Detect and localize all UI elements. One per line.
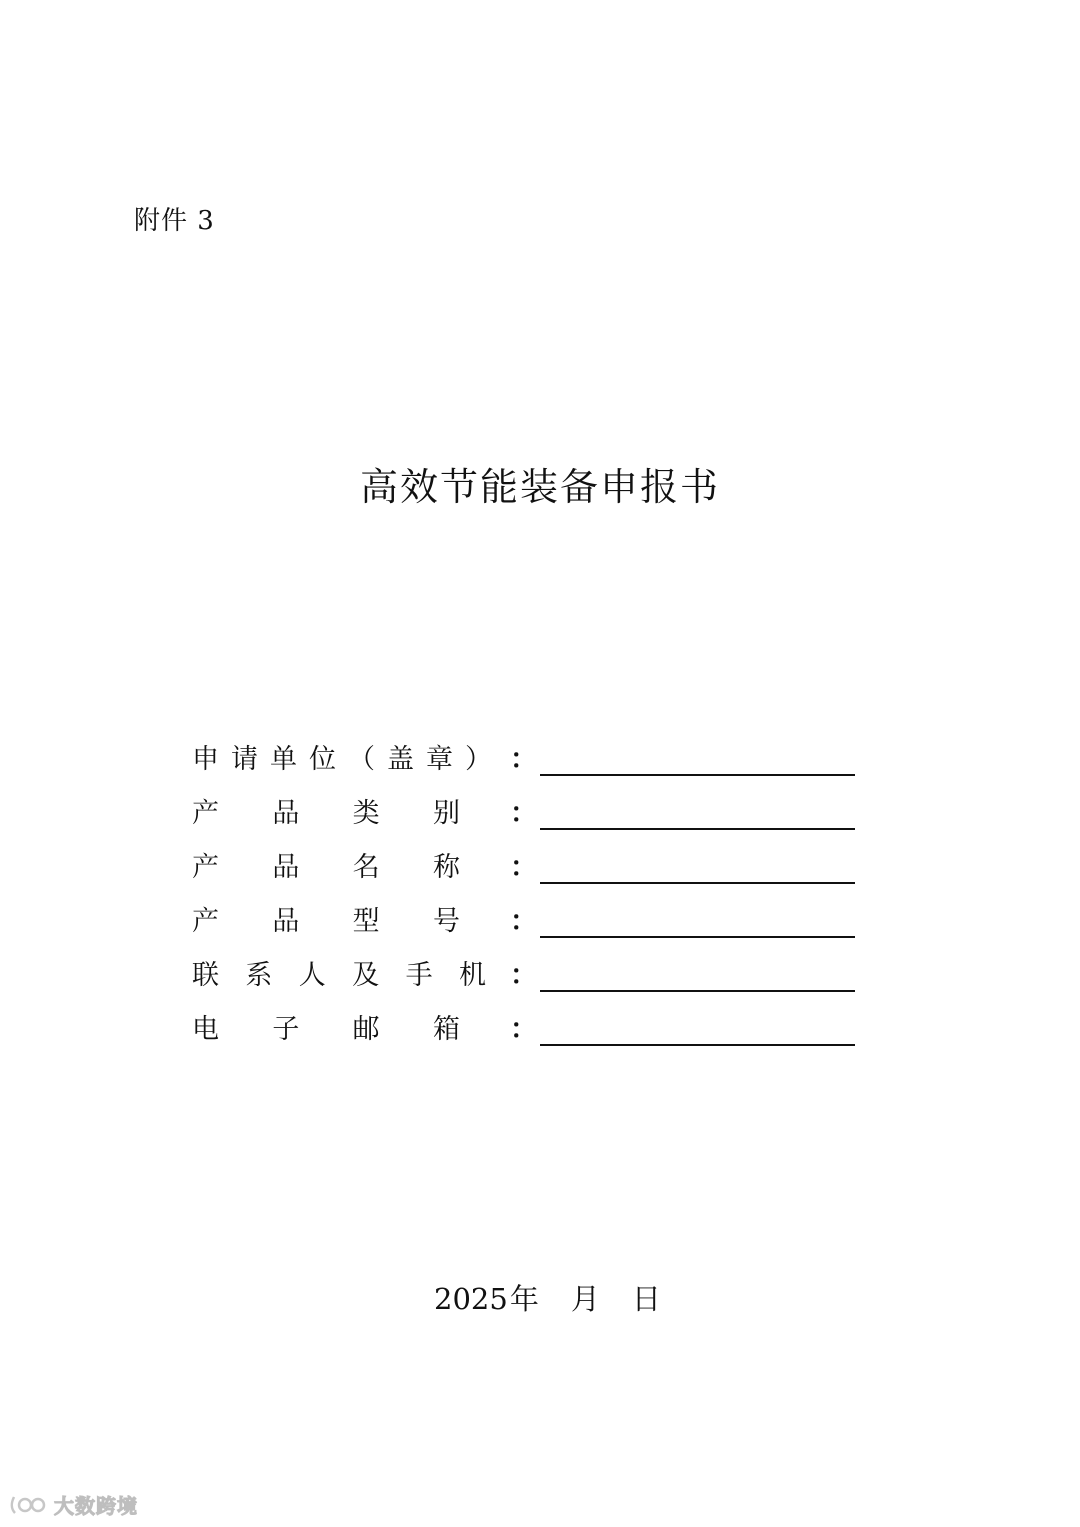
field-label-applicant: [192, 740, 492, 780]
document-title: 高效节能装备申报书: [359, 465, 720, 509]
field-colon: ：: [510, 852, 537, 883]
label-char: 品: [272, 798, 300, 829]
form-row-contact: [192, 954, 862, 1008]
label-char: 类: [352, 798, 380, 829]
field-label-contact: [192, 956, 486, 996]
label-char: 单: [270, 744, 297, 775]
label-char: 手: [405, 960, 433, 991]
field-colon: ：: [510, 906, 537, 937]
form-row-applicant: [192, 738, 862, 792]
label-char: 子: [272, 1014, 300, 1045]
label-char: （: [348, 744, 375, 775]
label-char: 系: [245, 960, 273, 991]
label-char: 人: [298, 960, 326, 991]
label-char: 产: [192, 798, 219, 829]
date-year-unit: 年: [509, 1282, 539, 1316]
label-char: ）: [465, 744, 492, 775]
date-line: [434, 1280, 661, 1318]
label-char: 申: [192, 744, 219, 775]
email-fill-line[interactable]: [540, 1044, 855, 1046]
model-fill-line[interactable]: [540, 936, 855, 938]
label-char: 号: [432, 906, 460, 937]
label-char: 邮: [352, 1014, 380, 1045]
product-name-fill-line[interactable]: [540, 882, 855, 884]
label-char: 产: [192, 852, 219, 883]
label-char: 盖: [387, 744, 414, 775]
label-char: 称: [432, 852, 460, 883]
label-char: 别: [432, 798, 460, 829]
watermark: [10, 1490, 138, 1519]
field-label-category: [192, 794, 460, 834]
date-month-unit: 月: [570, 1282, 600, 1316]
label-char: 机: [458, 960, 486, 991]
label-char: 产: [192, 906, 219, 937]
field-label-email: [192, 1010, 460, 1050]
contact-fill-line[interactable]: [540, 990, 855, 992]
label-char: 名: [352, 852, 380, 883]
form-row-model: [192, 900, 862, 954]
form-row-category: [192, 792, 862, 846]
date-gap: [600, 1280, 632, 1318]
field-colon: ：: [510, 744, 537, 775]
field-colon: ：: [510, 960, 537, 991]
attachment-label: 附件 3: [134, 206, 215, 236]
form-row-product-name: [192, 846, 862, 900]
field-label-product-name: [192, 848, 460, 888]
label-char: 位: [309, 744, 336, 775]
field-colon: ：: [510, 1014, 537, 1045]
category-fill-line[interactable]: [540, 828, 855, 830]
form-row-email: [192, 1008, 862, 1062]
field-colon: ：: [510, 798, 537, 829]
application-form: [192, 738, 862, 1062]
label-char: 型: [352, 906, 380, 937]
label-char: 请: [231, 744, 258, 775]
label-char: 章: [426, 744, 453, 775]
label-char: 电: [192, 1014, 219, 1045]
label-char: 品: [272, 906, 300, 937]
field-label-model: [192, 902, 460, 942]
watermark-text: 大数跨境: [54, 1494, 138, 1518]
watermark-logo-icon: [10, 1493, 50, 1517]
label-char: 箱: [432, 1014, 460, 1045]
date-gap: [539, 1280, 571, 1318]
label-char: 联: [192, 960, 219, 991]
date-year: 2025: [434, 1282, 508, 1316]
applicant-fill-line[interactable]: [540, 774, 855, 776]
label-char: 品: [272, 852, 300, 883]
date-day-unit: 日: [631, 1282, 661, 1316]
label-char: 及: [352, 960, 380, 991]
